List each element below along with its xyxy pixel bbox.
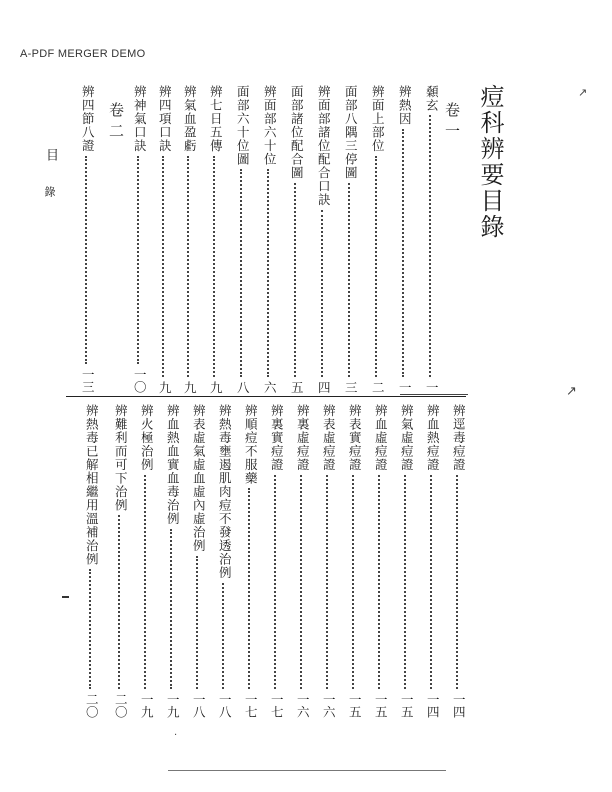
entry-page: 一六 <box>295 693 311 718</box>
dot-leader <box>267 169 271 377</box>
dot-leader <box>222 583 226 690</box>
entry-title: 辨神氣口訣 <box>132 85 148 153</box>
entry-title: 面部八隅三停圖 <box>343 85 359 180</box>
dot-leader <box>187 156 191 377</box>
side-label-2: 錄 <box>43 186 56 197</box>
entry-title: 辨血熱血實血毒治例 <box>165 404 181 526</box>
entry-page: 一七 <box>243 693 259 718</box>
entry-page: 六 <box>262 380 278 393</box>
entry-page: 一五 <box>347 693 363 718</box>
toc-entry[interactable] <box>178 85 200 393</box>
entry-title: 辨裏實痘證 <box>269 404 285 472</box>
dot-leader <box>348 183 352 377</box>
entry-title: 辨熱因 <box>397 85 413 126</box>
entry-title: 辨表虛痘證 <box>321 404 337 472</box>
dot-leader <box>144 475 148 690</box>
toc-entry[interactable] <box>393 85 415 393</box>
entry-page: 一八 <box>191 693 207 718</box>
toc-entry[interactable] <box>80 404 102 718</box>
entry-title: 辨表虛氣虛血虛內虛治例 <box>191 404 207 553</box>
page-title: 痘科辨要目錄 <box>476 84 504 240</box>
dot-leader <box>402 129 406 377</box>
toc-entry[interactable] <box>312 85 334 393</box>
entry-page: 一七 <box>269 693 285 718</box>
toc-entry[interactable] <box>231 85 253 393</box>
dot-leader <box>429 115 433 377</box>
dot-leader <box>321 210 325 377</box>
entry-page: 一〇 <box>132 368 148 393</box>
scan-artifact: ↗ <box>566 384 577 399</box>
entry-title: 面部六十位圖 <box>235 85 251 166</box>
dot-leader <box>85 156 89 365</box>
dot-leader <box>375 156 379 377</box>
bottom-rule <box>168 770 446 771</box>
entry-page: 三 <box>343 380 359 393</box>
dot-leader <box>137 156 141 365</box>
toc-entry[interactable] <box>161 404 183 718</box>
toc-entry[interactable] <box>291 404 313 718</box>
dot-leader <box>326 475 330 690</box>
entry-title: 辨血虛痘證 <box>373 404 389 472</box>
dot-leader <box>352 475 356 690</box>
entry-page: 一九 <box>165 693 181 718</box>
toc-entry[interactable] <box>187 404 209 718</box>
entry-page: 一五 <box>399 693 415 718</box>
dot-leader <box>248 488 252 689</box>
toc-entry[interactable] <box>285 85 307 393</box>
section-divider-secondary <box>400 394 468 395</box>
entry-title: 辨火極治例 <box>139 404 155 472</box>
toc-entry[interactable] <box>213 404 235 718</box>
entry-title: 辨裏虛痘證 <box>295 404 311 472</box>
entry-title: 辨氣血盈虧 <box>182 85 198 153</box>
dot-leader <box>274 475 278 690</box>
toc-entry[interactable] <box>128 85 150 393</box>
scan-artifact: · <box>174 730 178 741</box>
dot-leader <box>456 475 460 690</box>
toc-entry[interactable] <box>420 85 442 393</box>
dot-leader <box>118 515 122 689</box>
entry-title: 辨逕毒痘證 <box>451 404 467 472</box>
dot-leader <box>294 183 298 377</box>
entry-title: 辨七日五傳 <box>208 85 224 153</box>
entry-page: 一九 <box>139 693 155 718</box>
toc-entry[interactable] <box>265 404 287 718</box>
toc-entry[interactable] <box>317 404 339 718</box>
entry-page: 一四 <box>451 693 467 718</box>
dot-leader <box>196 556 200 690</box>
dot-leader <box>162 156 166 377</box>
entry-page: 五 <box>289 380 305 393</box>
dot-leader <box>213 156 217 377</box>
toc-entry[interactable] <box>366 85 388 393</box>
scan-artifact: ↗ <box>578 86 588 99</box>
section-divider <box>66 396 466 397</box>
volume-heading-1: 卷一 <box>443 102 461 144</box>
page-margin-mark <box>62 596 69 598</box>
entry-title: 辨面上部位 <box>370 85 386 153</box>
entry-page: 一四 <box>425 693 441 718</box>
entry-title: 辨難利而可下治例 <box>113 404 129 512</box>
entry-page: 九 <box>157 380 173 393</box>
entry-title: 辨面部諸位配合口訣 <box>316 85 332 207</box>
toc-entry[interactable] <box>109 404 131 718</box>
entry-title: 辨熱毒壅遏肌肉痘不發透治例 <box>217 404 233 580</box>
entry-page: 一五 <box>373 693 389 718</box>
toc-entry[interactable] <box>204 85 226 393</box>
toc-entry[interactable] <box>343 404 365 718</box>
toc-entry[interactable] <box>369 404 391 718</box>
entry-title: 辨順痘不服藥 <box>243 404 259 485</box>
toc-entry[interactable] <box>395 404 417 718</box>
toc-entry[interactable] <box>76 85 98 393</box>
entry-page: 二〇 <box>84 693 100 718</box>
entry-title: 辨四項口訣 <box>157 85 173 153</box>
toc-entry[interactable] <box>421 404 443 718</box>
dot-leader <box>378 475 382 690</box>
toc-entry[interactable] <box>447 404 469 718</box>
dot-leader <box>89 569 93 689</box>
entry-page: 二〇 <box>113 693 129 718</box>
entry-title: 辨面部六十位 <box>262 85 278 166</box>
dot-leader <box>300 475 304 690</box>
dot-leader <box>170 529 174 690</box>
entry-page: 一 <box>424 380 440 393</box>
entry-page: 八 <box>235 380 251 393</box>
toc-entry[interactable] <box>258 85 280 393</box>
entry-title: 顙玄 <box>424 85 440 112</box>
entry-page: 一八 <box>217 693 233 718</box>
toc-entry[interactable] <box>153 85 175 393</box>
volume-heading-2: 卷二 <box>107 102 125 144</box>
entry-page: 九 <box>208 380 224 393</box>
entry-page: 一 <box>397 380 413 393</box>
entry-page: 九 <box>182 380 198 393</box>
entry-title: 辨表實痘證 <box>347 404 363 472</box>
entry-page: 四 <box>316 380 332 393</box>
watermark: A-PDF MERGER DEMO <box>20 48 146 60</box>
dot-leader <box>404 475 408 690</box>
entry-title: 辨熱毒已解相繼用溫補治例 <box>84 404 100 566</box>
toc-entry[interactable] <box>239 404 261 718</box>
entry-page: 二 <box>370 380 386 393</box>
entry-title: 辨四節八證 <box>80 85 96 153</box>
dot-leader <box>240 169 244 377</box>
entry-title: 面部諸位配合圖 <box>289 85 305 180</box>
side-label: 目 <box>43 148 58 161</box>
toc-entry[interactable] <box>135 404 157 718</box>
entry-title: 辨氣虛痘證 <box>399 404 415 472</box>
toc-entry[interactable] <box>339 85 361 393</box>
entry-page: 一三 <box>80 368 96 393</box>
entry-page: 一六 <box>321 693 337 718</box>
dot-leader <box>430 475 434 690</box>
entry-title: 辨血熱痘證 <box>425 404 441 472</box>
